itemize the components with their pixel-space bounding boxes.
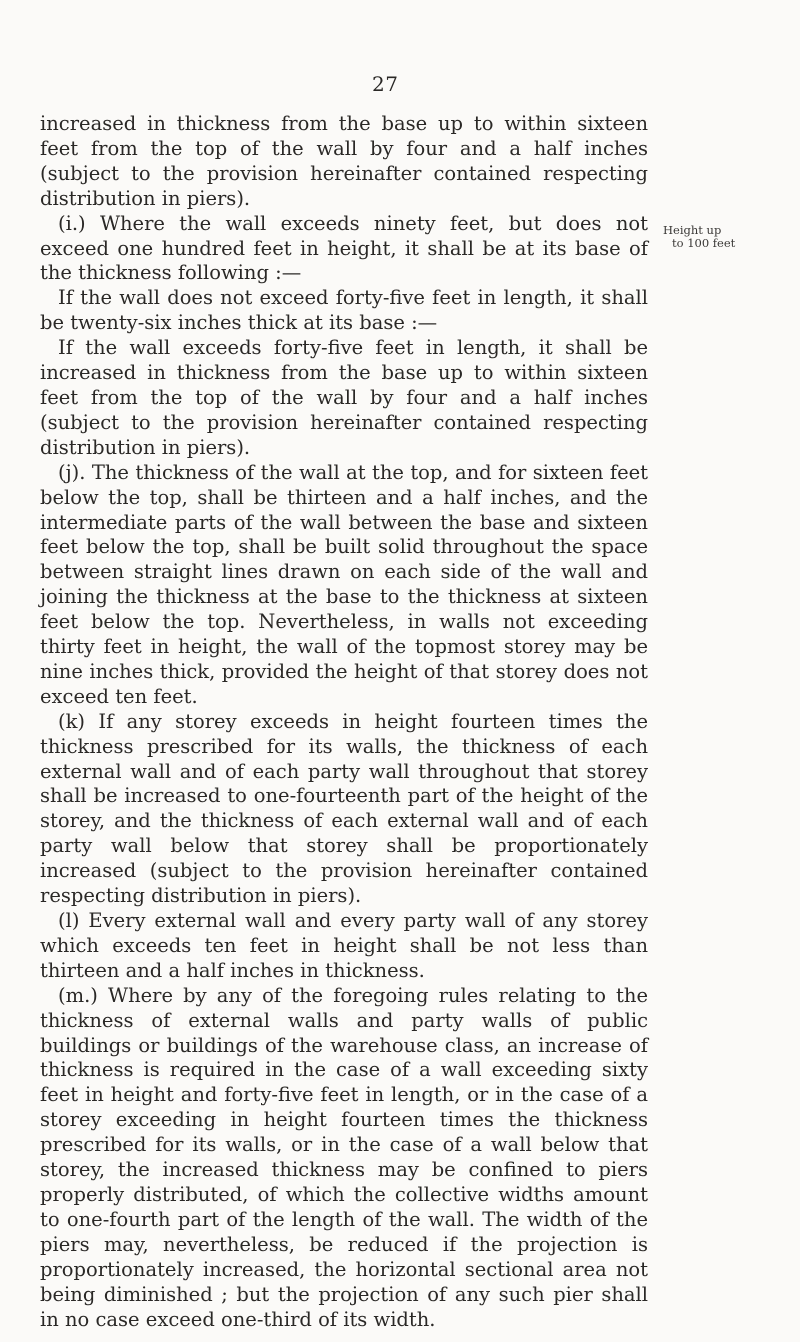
margin-note-line2: to 100 feet — [672, 236, 736, 250]
paragraph-i: (i.) Where the wall exceeds ninety feet, but does not exceed one hundred feet in height, it shall be at its base of the thickness following :— — [40, 211, 648, 285]
margin-note-line1: Height up — [663, 223, 722, 237]
paragraph-m: (m.) Where by any of the foregoing rules relating to the thickness of external walls and party walls of public buildings or buildings of the warehouse class, an increase of thickness is required in the case of a wall exceeding sixty feet in height and forty-five feet in length, or in the case of a storey exceeding in height fourteen times the thickness prescribed for its walls, or in the case of a wall below that storey, the increased thickness may be confined to piers properly distributed, of which the collective widths amount to one-fourth part of the length of the wall. The width of the piers may, nevertheless, be reduced if the projection is proportionately increased, the horizontal sectional area not being diminished ; but the projection of any such pier shall in no case exceed one-third of its width. — [40, 983, 648, 1331]
paragraph-i-length-over: If the wall exceeds forty-five feet in length, it shall be increased in thickness from the base up to within sixteen feet from the top of the wall by four and a half inches (subject to the provision hereinafter contained respecting distribution in piers). — [40, 336, 648, 459]
paragraph-i-length-under: If the wall does not exceed forty-five feet in length, it shall be twenty-six inches thick at its base :— — [40, 286, 648, 335]
paragraph-continuation: increased in thickness from the base up to within sixteen feet from the top of the wall by four and a half inches (subject to the provision hereinafter contained respecting distribution in piers). — [40, 112, 648, 210]
paragraph-k: (k) If any storey exceeds in height fourteen times the thickness prescribed for its walls, the thickness of each external wall and of each party wall throughout that storey shall be increased to one-fourteenth part of the height of the storey, and the thickness of each external wall and of each party wall below that storey shall be proportionately increased (subject to the provision hereinafter contained respecting distribution in piers). — [40, 709, 648, 908]
body-text — [40, 112, 648, 1332]
margin-note — [663, 224, 783, 250]
paragraph-l: (l) Every external wall and every party wall of any storey which exceeds ten feet in height shall be not less than thirteen and a half inches in thickness. — [40, 909, 648, 982]
paragraph-j: (j). The thickness of the wall at the top, and for sixteen feet below the top, shall be thirteen and a half inches, and the intermediate parts of the wall between the base and sixteen feet below the top, shall be built solid throughout the space between straight lines drawn on each side of the wall and joining the thickness at the base to the thickness at sixteen feet below the top. Nevertheless, in walls not exceeding thirty feet in height, the wall of the topmost storey may be nine inches thick, provided the height of that storey does not exceed ten feet. — [40, 460, 648, 708]
page-number: 27 — [372, 72, 399, 96]
